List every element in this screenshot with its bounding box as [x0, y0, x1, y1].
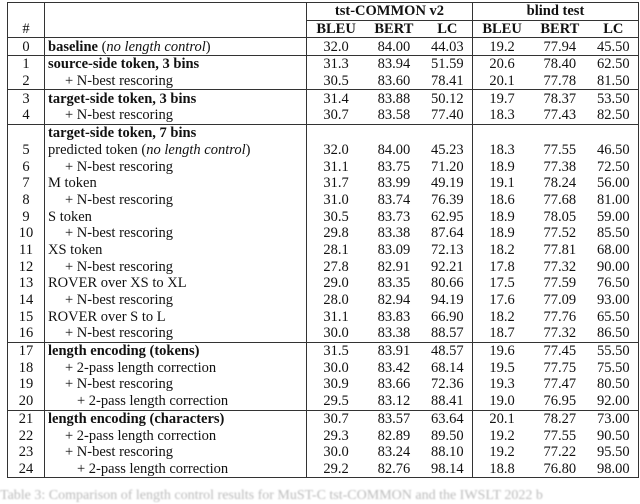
metric-value: 83.57	[365, 410, 422, 427]
metric-value: 19.7	[472, 90, 531, 107]
metric-value: 83.60	[377, 73, 411, 90]
row-label: + N-best rescoring	[65, 158, 174, 175]
table-row	[8, 292, 639, 309]
metric-value: 77.94	[543, 38, 577, 55]
table-row	[8, 124, 639, 141]
metric-value: 76.80	[543, 460, 577, 477]
row-id: 9	[8, 208, 45, 225]
metric-value: 81.50	[596, 73, 630, 90]
row-label: baseline	[48, 38, 98, 55]
metric-value: 20.1	[472, 410, 531, 427]
metric-value: 77.32	[543, 325, 577, 342]
row-label: + N-best rescoring	[65, 325, 174, 342]
table-row	[8, 208, 639, 225]
metric-header: LC	[589, 20, 639, 38]
table-row	[8, 175, 639, 192]
metric-value	[589, 124, 639, 141]
metric-value: 28.1	[323, 241, 349, 258]
metric-value: 65.50	[596, 308, 630, 325]
metric-value: 88.41	[423, 393, 473, 410]
row-label: M token	[48, 175, 97, 192]
metric-value	[365, 124, 422, 141]
table-row	[8, 158, 639, 175]
table-row	[8, 56, 639, 73]
metric-value: 45.50	[596, 38, 630, 55]
metric-value: 19.2	[489, 38, 515, 55]
metric-value: 93.00	[596, 292, 630, 309]
metric-value: 81.00	[596, 191, 630, 208]
metric-value: 77.47	[543, 376, 577, 393]
metric-value: 83.74	[377, 191, 411, 208]
row-id: 7	[8, 175, 45, 192]
row-label-cell	[45, 275, 307, 292]
metric-value: 77.43	[543, 107, 577, 124]
metric-value: 31.1	[323, 158, 349, 175]
metric-value: 66.90	[423, 308, 473, 325]
metric-value: 62.50	[589, 56, 639, 73]
metric-value: 77.45	[531, 342, 588, 359]
metric-value: 59.00	[596, 208, 630, 225]
metric-value: 77.81	[543, 241, 577, 258]
metric-value: 19.0	[489, 393, 515, 410]
row-label-cell	[45, 393, 307, 410]
table-row	[8, 192, 639, 209]
row-label: + N-best rescoring	[65, 191, 174, 208]
metric-value: 19.2	[489, 427, 515, 444]
metric-value: 83.09	[377, 241, 411, 258]
metric-value: 68.14	[423, 359, 473, 376]
metric-value: 77.76	[543, 308, 577, 325]
metric-value: 30.7	[323, 107, 349, 124]
metric-value: 50.12	[423, 90, 473, 107]
row-label: + 2-pass length correction	[65, 359, 217, 376]
metric-value: 76.39	[423, 192, 473, 209]
metric-value: 18.2	[489, 241, 515, 258]
row-label-cell	[45, 427, 307, 444]
metric-value: 31.4	[307, 90, 366, 107]
row-label: target-side token, 3 bins	[48, 90, 197, 107]
id-column-header: #	[8, 20, 45, 38]
metric-value: 30.0	[323, 359, 349, 376]
header-spacer	[45, 3, 307, 21]
table-row	[8, 242, 639, 259]
table-row	[8, 427, 639, 444]
table-row	[8, 376, 639, 393]
metric-value: 84.00	[377, 38, 411, 55]
metric-value: 68.00	[596, 241, 630, 258]
table-row	[8, 308, 639, 325]
row-label: + N-best rescoring	[65, 292, 174, 309]
results-table	[7, 2, 639, 478]
table-row	[8, 275, 639, 292]
row-label: ROVER over XS to XL	[48, 275, 187, 292]
metric-value: 77.68	[543, 191, 577, 208]
row-label-cell	[45, 342, 307, 359]
table-row	[8, 461, 639, 478]
metric-value: 31.5	[307, 342, 366, 359]
row-id: 6	[8, 158, 45, 175]
row-label: XS token	[48, 241, 103, 258]
row-id	[8, 124, 45, 141]
row-label-cell	[45, 225, 307, 242]
row-label-cell	[45, 124, 307, 141]
metric-value: 18.9	[489, 208, 515, 225]
metric-value: 30.7	[307, 410, 366, 427]
table-row	[8, 325, 639, 342]
row-label-cell	[45, 292, 307, 309]
row-label: + 2-pass length correction	[65, 427, 217, 444]
row-label-cell	[45, 107, 307, 124]
row-id: 23	[8, 444, 45, 461]
metric-value	[472, 124, 531, 141]
metric-value: 18.9	[489, 225, 515, 242]
metric-value: 32.0	[323, 38, 349, 55]
metric-value: 78.24	[543, 175, 577, 192]
row-label: length encoding (tokens)	[48, 343, 200, 360]
metric-header: BERT	[365, 20, 422, 38]
metric-value: 83.35	[377, 275, 411, 292]
metric-value: 19.2	[489, 444, 515, 461]
metric-value: 19.5	[489, 359, 515, 376]
row-label-cell	[45, 444, 307, 461]
metric-value: 83.83	[377, 308, 411, 325]
metric-value: 72.50	[596, 158, 630, 175]
row-label: + N-best rescoring	[65, 444, 174, 461]
table-row	[8, 73, 639, 90]
metric-value: 29.8	[323, 225, 349, 242]
metric-value: 78.27	[531, 410, 588, 427]
metric-value: 83.75	[377, 158, 411, 175]
metric-value: 29.2	[323, 460, 349, 477]
metric-header: BLEU	[472, 20, 531, 38]
metric-value: 51.59	[423, 56, 473, 73]
table-row	[8, 258, 639, 275]
metric-header: LC	[423, 20, 473, 38]
table-row	[8, 142, 639, 159]
row-id: 5	[8, 142, 45, 159]
metric-value: 18.6	[489, 191, 515, 208]
metric-value: 63.64	[423, 410, 473, 427]
table-row	[8, 225, 639, 242]
metric-value: 75.50	[596, 359, 630, 376]
metric-value: 83.88	[365, 90, 422, 107]
metric-value: 90.50	[596, 427, 630, 444]
metric-value: 17.8	[489, 258, 515, 275]
metric-value: 19.6	[472, 342, 531, 359]
metric-value: 78.37	[531, 90, 588, 107]
row-label-cell	[45, 308, 307, 325]
row-id: 18	[8, 359, 45, 376]
metric-value: 83.91	[365, 342, 422, 359]
metric-value: 18.3	[489, 107, 515, 124]
metric-value: 92.00	[596, 393, 630, 410]
row-label: + N-best rescoring	[65, 107, 174, 124]
metric-value: 28.0	[323, 292, 349, 309]
metric-value: 62.95	[423, 208, 473, 225]
metric-value: 17.5	[489, 275, 515, 292]
metric-value: 84.00	[377, 141, 411, 158]
metric-value: 29.0	[323, 275, 349, 292]
table-caption: Table 3: Comparison of length control results for MuST-C tst-COMMON and the IWSLT 2022 b	[0, 488, 543, 503]
metric-value: 83.58	[377, 107, 411, 124]
row-label-cell	[45, 258, 307, 275]
metric-value: 77.40	[423, 107, 473, 124]
row-label-cell	[45, 410, 307, 427]
row-id: 11	[8, 242, 45, 259]
row-id: 16	[8, 325, 45, 342]
metric-value: 18.9	[489, 158, 515, 175]
row-label: length encoding (characters)	[48, 410, 225, 427]
metric-value: 78.40	[531, 56, 588, 73]
row-id: 19	[8, 376, 45, 393]
metric-value: 82.76	[377, 460, 411, 477]
row-id: 21	[8, 410, 45, 427]
metric-value: 77.78	[543, 73, 577, 90]
metric-value: 88.57	[423, 325, 473, 342]
row-label-note: no length control	[146, 141, 246, 158]
metric-value: 83.42	[377, 359, 411, 376]
row-label: + 2-pass length correction	[77, 393, 229, 410]
metric-value: 76.95	[543, 393, 577, 410]
metric-value: 95.50	[596, 444, 630, 461]
row-label-cell	[45, 461, 307, 478]
row-label-cell	[45, 175, 307, 192]
row-id: 12	[8, 258, 45, 275]
metric-value: 31.0	[323, 191, 349, 208]
metric-value: 73.00	[589, 410, 639, 427]
metric-value: 83.24	[377, 444, 411, 461]
metric-value: 53.50	[589, 90, 639, 107]
row-label: + N-best rescoring	[65, 73, 174, 90]
metric-value: 18.8	[489, 460, 515, 477]
row-label: + N-best rescoring	[65, 225, 174, 242]
metric-value: 44.03	[423, 38, 473, 56]
metric-value: 49.19	[423, 175, 473, 192]
table-row	[8, 90, 639, 107]
row-label-cell	[45, 242, 307, 259]
metric-value: 78.41	[423, 73, 473, 90]
row-label-cell	[45, 359, 307, 376]
row-label-cell	[45, 73, 307, 90]
row-id: 2	[8, 73, 45, 90]
group-header-tst-common: tst-COMMON v2	[307, 3, 473, 21]
metric-value: 77.32	[543, 258, 577, 275]
metric-value: 77.59	[543, 275, 577, 292]
table-row	[8, 38, 639, 56]
row-label-cell	[45, 376, 307, 393]
metric-value: 77.38	[543, 158, 577, 175]
row-label-cell	[45, 192, 307, 209]
metric-value: 20.6	[472, 56, 531, 73]
row-label: ROVER over S to L	[48, 308, 166, 325]
metric-value: 45.23	[423, 142, 473, 159]
row-id: 22	[8, 427, 45, 444]
metric-value: 82.89	[377, 427, 411, 444]
metric-value: 46.50	[596, 141, 630, 158]
metric-value: 31.1	[323, 308, 349, 325]
metric-value: 77.52	[543, 225, 577, 242]
label-column-header	[45, 20, 307, 38]
row-id: 20	[8, 393, 45, 410]
metric-value	[531, 124, 588, 141]
row-id: 4	[8, 107, 45, 124]
table-row	[8, 107, 639, 124]
metric-value: 86.50	[596, 325, 630, 342]
metric-value: 77.09	[543, 292, 577, 309]
metric-value: 85.50	[596, 225, 630, 242]
table-row	[8, 342, 639, 359]
row-label: + N-best rescoring	[65, 376, 174, 393]
row-id: 3	[8, 90, 45, 107]
metric-value: 80.66	[423, 275, 473, 292]
metric-value: 77.55	[543, 427, 577, 444]
row-label-cell	[45, 158, 307, 175]
row-label: source-side token, 3 bins	[48, 56, 200, 73]
row-label-cell: predicted token (no length control)	[45, 142, 307, 159]
metric-value: 32.0	[323, 141, 349, 158]
metric-value: 83.99	[377, 175, 411, 192]
metric-value: 77.75	[543, 359, 577, 376]
metric-value	[307, 124, 366, 141]
table-body	[8, 38, 639, 478]
row-id: 1	[8, 56, 45, 73]
row-label-cell	[45, 56, 307, 73]
row-label-cell	[45, 90, 307, 107]
metric-value: 17.6	[489, 292, 515, 309]
metric-value: 87.64	[423, 225, 473, 242]
metric-value: 29.5	[323, 393, 349, 410]
metric-value: 90.00	[596, 258, 630, 275]
metric-value: 82.50	[596, 107, 630, 124]
metric-value: 83.12	[377, 393, 411, 410]
metric-value: 72.36	[423, 376, 473, 393]
row-id: 17	[8, 342, 45, 359]
metric-value: 30.0	[323, 325, 349, 342]
metric-value: 83.38	[377, 325, 411, 342]
row-id: 15	[8, 308, 45, 325]
row-id: 8	[8, 192, 45, 209]
group-header-blind-test: blind test	[472, 3, 638, 21]
metric-value: 20.1	[489, 73, 515, 90]
row-label-cell	[45, 325, 307, 342]
metric-value: 55.50	[589, 342, 639, 359]
metric-value: 31.7	[323, 175, 349, 192]
row-label: + N-best rescoring	[65, 258, 174, 275]
metric-value: 76.50	[596, 275, 630, 292]
metric-value: 29.3	[323, 427, 349, 444]
metric-value: 77.55	[543, 141, 577, 158]
metric-value: 30.9	[323, 376, 349, 393]
table-row	[8, 359, 639, 376]
row-id: 24	[8, 461, 45, 478]
metric-value: 89.50	[423, 427, 473, 444]
metric-value: 83.38	[377, 225, 411, 242]
table-row	[8, 393, 639, 410]
metric-value: 30.5	[323, 208, 349, 225]
metric-value: 71.20	[423, 158, 473, 175]
metric-value: 31.3	[307, 56, 366, 73]
metric-header: BLEU	[307, 20, 366, 38]
metric-value: 98.14	[423, 461, 473, 478]
metric-value: 83.73	[377, 208, 411, 225]
metric-header: BERT	[531, 20, 588, 38]
row-id: 14	[8, 292, 45, 309]
metric-value: 94.19	[423, 292, 473, 309]
metric-value: 19.3	[489, 376, 515, 393]
row-id: 13	[8, 275, 45, 292]
row-label: + 2-pass length correction	[77, 460, 229, 477]
metric-value: 18.7	[489, 325, 515, 342]
row-label-cell: baseline (no length control)	[45, 38, 307, 56]
metric-value: 48.57	[423, 342, 473, 359]
table-row	[8, 410, 639, 427]
metric-value: 92.21	[423, 258, 473, 275]
metric-value: 72.13	[423, 242, 473, 259]
table-row	[8, 444, 639, 461]
metric-value: 18.3	[489, 141, 515, 158]
metric-value: 88.10	[423, 444, 473, 461]
metric-value: 77.22	[543, 444, 577, 461]
metric-value: 82.94	[377, 292, 411, 309]
row-label-cell	[45, 208, 307, 225]
metric-value: 82.91	[377, 258, 411, 275]
row-label: S token	[48, 208, 92, 225]
metric-value: 27.8	[323, 258, 349, 275]
metric-value: 98.00	[596, 460, 630, 477]
metric-value: 83.94	[365, 56, 422, 73]
metric-value: 30.0	[323, 444, 349, 461]
metric-value: 78.05	[543, 208, 577, 225]
metric-value: 18.2	[489, 308, 515, 325]
row-id: 0	[8, 38, 45, 56]
row-label-note: no length control	[106, 38, 206, 55]
header-spacer	[8, 3, 45, 21]
row-id: 10	[8, 225, 45, 242]
metric-value: 80.50	[596, 376, 630, 393]
metric-value: 19.1	[489, 175, 515, 192]
row-label: predicted token	[48, 141, 138, 158]
metric-value	[423, 124, 473, 141]
metric-value: 56.00	[596, 175, 630, 192]
metric-value: 30.5	[323, 73, 349, 90]
metric-value: 83.66	[377, 376, 411, 393]
row-label: target-side token, 7 bins	[48, 125, 197, 142]
